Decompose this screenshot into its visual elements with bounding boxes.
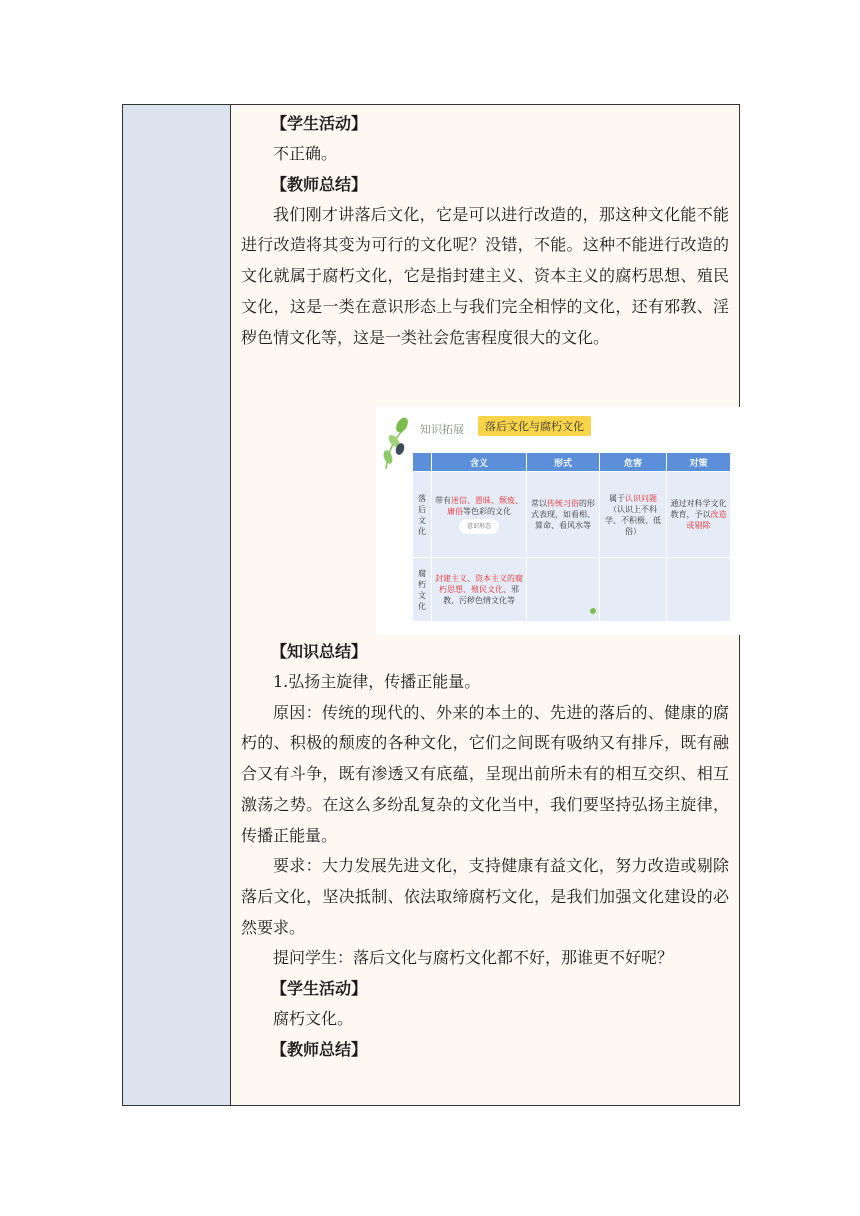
reason-paragraph: 原因：传统的现代的、外来的本土的、先进的落后的、健康的腐朽的、积极的颓废的各种文化，它们之间既有吸纳又有排斥，既有融合又有斗争，既有渗透又有底蕴，呈现出前所未有的相互交织、相互激荡之势。在这么多纷乱复杂的文化当中，我们要坚持弘扬主旋律，传播正能量。 [241, 702, 729, 845]
col-form: 形式 [527, 453, 600, 472]
answer-text-2: 腐朽文化。 [273, 1009, 354, 1029]
question-paragraph: 提问学生：落后文化与腐朽文化都不好，那谁更不好呢？ [273, 948, 674, 968]
green-dot-decoration [590, 608, 596, 614]
content-block-bottom [241, 637, 729, 1065]
table-content-column [231, 105, 739, 1105]
culture-comparison-table [412, 452, 731, 622]
col-meaning: 含义 [432, 453, 527, 472]
slide-title: 知识拓展 [420, 423, 464, 436]
heading-teacher-summary: 【教师总结】 [271, 174, 368, 194]
ideology-oval: 意识形态 [459, 519, 499, 534]
lesson-table [122, 104, 740, 1106]
knowledge-slide-image [376, 407, 781, 635]
content-block-top [241, 109, 729, 353]
table-left-column [123, 105, 231, 1105]
cell-form-decadent [527, 558, 600, 622]
cell-meaning-decadent: 封建主义、资本主义的腐朽思想、殖民文化、邪教、污秽色情文化等 [432, 558, 527, 622]
col-countermeasure: 对策 [667, 453, 731, 472]
answer-text: 不正确。 [273, 144, 338, 163]
row-head-decadent: 腐朽文化 [413, 558, 432, 622]
cell-meaning-backward: 带有迷信、愚昧、颓废、庸俗等色彩的文化 意识形态 [432, 472, 527, 558]
cell-form-backward: 常以传统习俗的形式表现，如看相、算命、看风水等 [527, 472, 600, 558]
heading-knowledge-summary: 【知识总结】 [271, 642, 368, 661]
slide-topic-tag: 落后文化与腐朽文化 [478, 416, 591, 436]
cell-harm-backward: 属于认识问题（认识上不科学、不积极、低俗） [600, 472, 667, 558]
cell-countermeasure-backward: 通过对科学文化教育，予以改造或剔除 [667, 472, 731, 558]
heading-student-activity-2: 【学生活动】 [271, 979, 368, 999]
cell-harm-decadent [600, 558, 667, 622]
cell-countermeasure-decadent [667, 558, 731, 622]
row-head-backward: 落后文化 [413, 472, 432, 558]
heading-student-activity: 【学生活动】 [271, 114, 368, 133]
requirement-paragraph: 要求：大力发展先进文化，支持健康有益文化，努力改造或剔除落后文化，坚决抵制、依法取缔腐朽文化，是我们加强文化建设的必然要求。 [241, 856, 729, 937]
col-harm: 危害 [600, 453, 667, 472]
leaf-decoration-icon [380, 411, 410, 471]
summary-point-1: 1.弘扬主旋律，传播正能量。 [273, 672, 481, 691]
heading-teacher-summary-2: 【教师总结】 [271, 1039, 368, 1059]
teacher-summary-paragraph: 我们刚才讲落后文化，它是可以进行改造的，那这种文化能不能进行改造将其变为可行的文化呢？没错，不能。这种不能进行改造的文化就属于腐朽文化，它是指封建主义、资本主义的腐朽思想、殖民文化，这是一类在意识形态上与我们完全相悖的文化，还有邪教、淫秽色情文化等，这是一类社会危害程度很大的文化。 [241, 204, 729, 347]
